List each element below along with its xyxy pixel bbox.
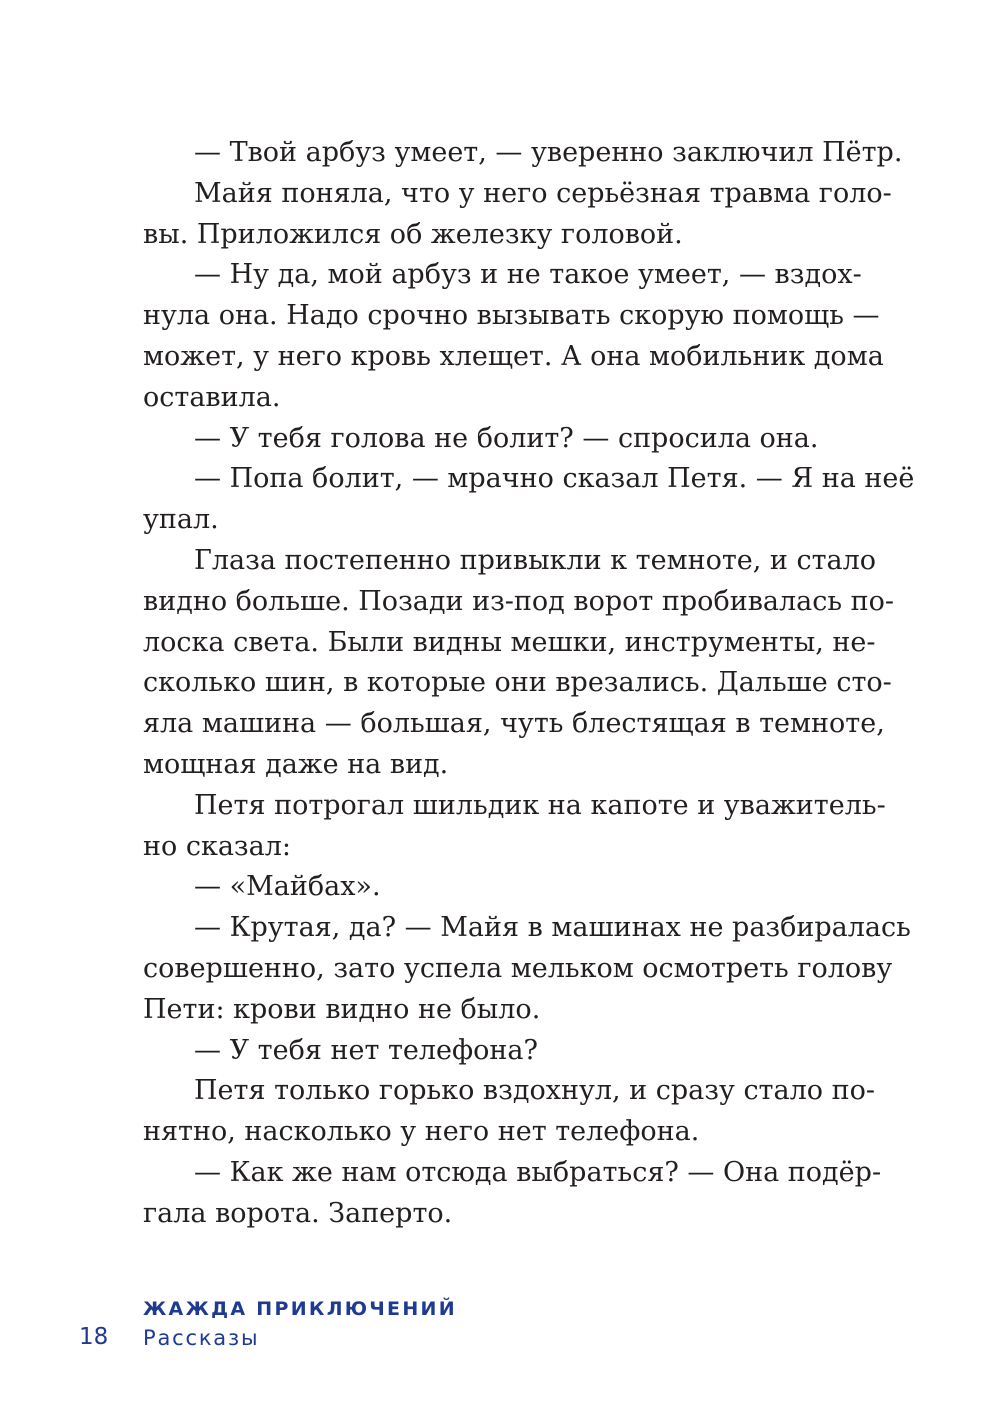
text-line: Пети: крови видно не было. bbox=[143, 993, 541, 1025]
text-line: но сказал: bbox=[143, 830, 291, 862]
text-line: оставила. bbox=[143, 381, 281, 413]
text-line: яла машина — большая, чуть блестящая в темноте, bbox=[143, 708, 885, 740]
text-line: совершенно, зато успела мельком осмотреть голову bbox=[143, 952, 893, 984]
text-line: — У тебя голова не болит? — спросила она. bbox=[194, 422, 819, 454]
text-line: нула она. Надо срочно вызывать скорую помощь — bbox=[143, 300, 880, 332]
text-line: — Как же нам отсюда выбраться? — Она подёр- bbox=[194, 1156, 882, 1188]
page-number: 18 bbox=[79, 1324, 109, 1350]
text-line: — Попа болит, — мрачно сказал Петя. — Я на неё bbox=[194, 463, 915, 495]
series-title: ЖАЖДА ПРИКЛЮЧЕНИЙ bbox=[143, 1298, 457, 1320]
text-line: нятно, насколько у него нет телефона. bbox=[143, 1116, 700, 1148]
body-text bbox=[143, 133, 915, 1235]
text-line: упал. bbox=[143, 504, 219, 536]
text-line: может, у него кровь хлещет. А она мобильник дома bbox=[143, 340, 884, 372]
text-line: гала ворота. Заперто. bbox=[143, 1197, 453, 1229]
text-line: Майя поняла, что у него серьёзная травма голо- bbox=[194, 177, 892, 209]
text-line: Глаза постепенно привыкли к темноте, и стало bbox=[194, 544, 877, 576]
text-line: лоска света. Были видны мешки, инструменты, не- bbox=[143, 626, 876, 658]
text-line: сколько шин, в которые они врезались. Дальше сто- bbox=[143, 667, 892, 699]
text-line: — Твой арбуз умеет, — уверенно заключил Пётр. bbox=[194, 137, 903, 168]
text-line: — Ну да, мой арбуз и не такое умеет, — вздох- bbox=[194, 259, 862, 291]
text-line: — Крутая, да? — Майя в машинах не разбиралась bbox=[194, 912, 911, 944]
text-line: Петя только горько вздохнул, и сразу стало по- bbox=[194, 1075, 875, 1107]
text-line: вы. Приложился об железку головой. bbox=[143, 218, 683, 250]
text-line: — У тебя нет телефона? bbox=[194, 1034, 538, 1066]
text-line: Петя потрогал шильдик на капоте и уважитель- bbox=[194, 789, 886, 821]
text-line: видно больше. Позади из-под ворот пробивалась по- bbox=[143, 585, 895, 617]
book-subtitle: Рассказы bbox=[143, 1326, 260, 1350]
text-line: мощная даже на вид. bbox=[143, 748, 449, 780]
text-line: — «Майбах». bbox=[194, 871, 381, 903]
